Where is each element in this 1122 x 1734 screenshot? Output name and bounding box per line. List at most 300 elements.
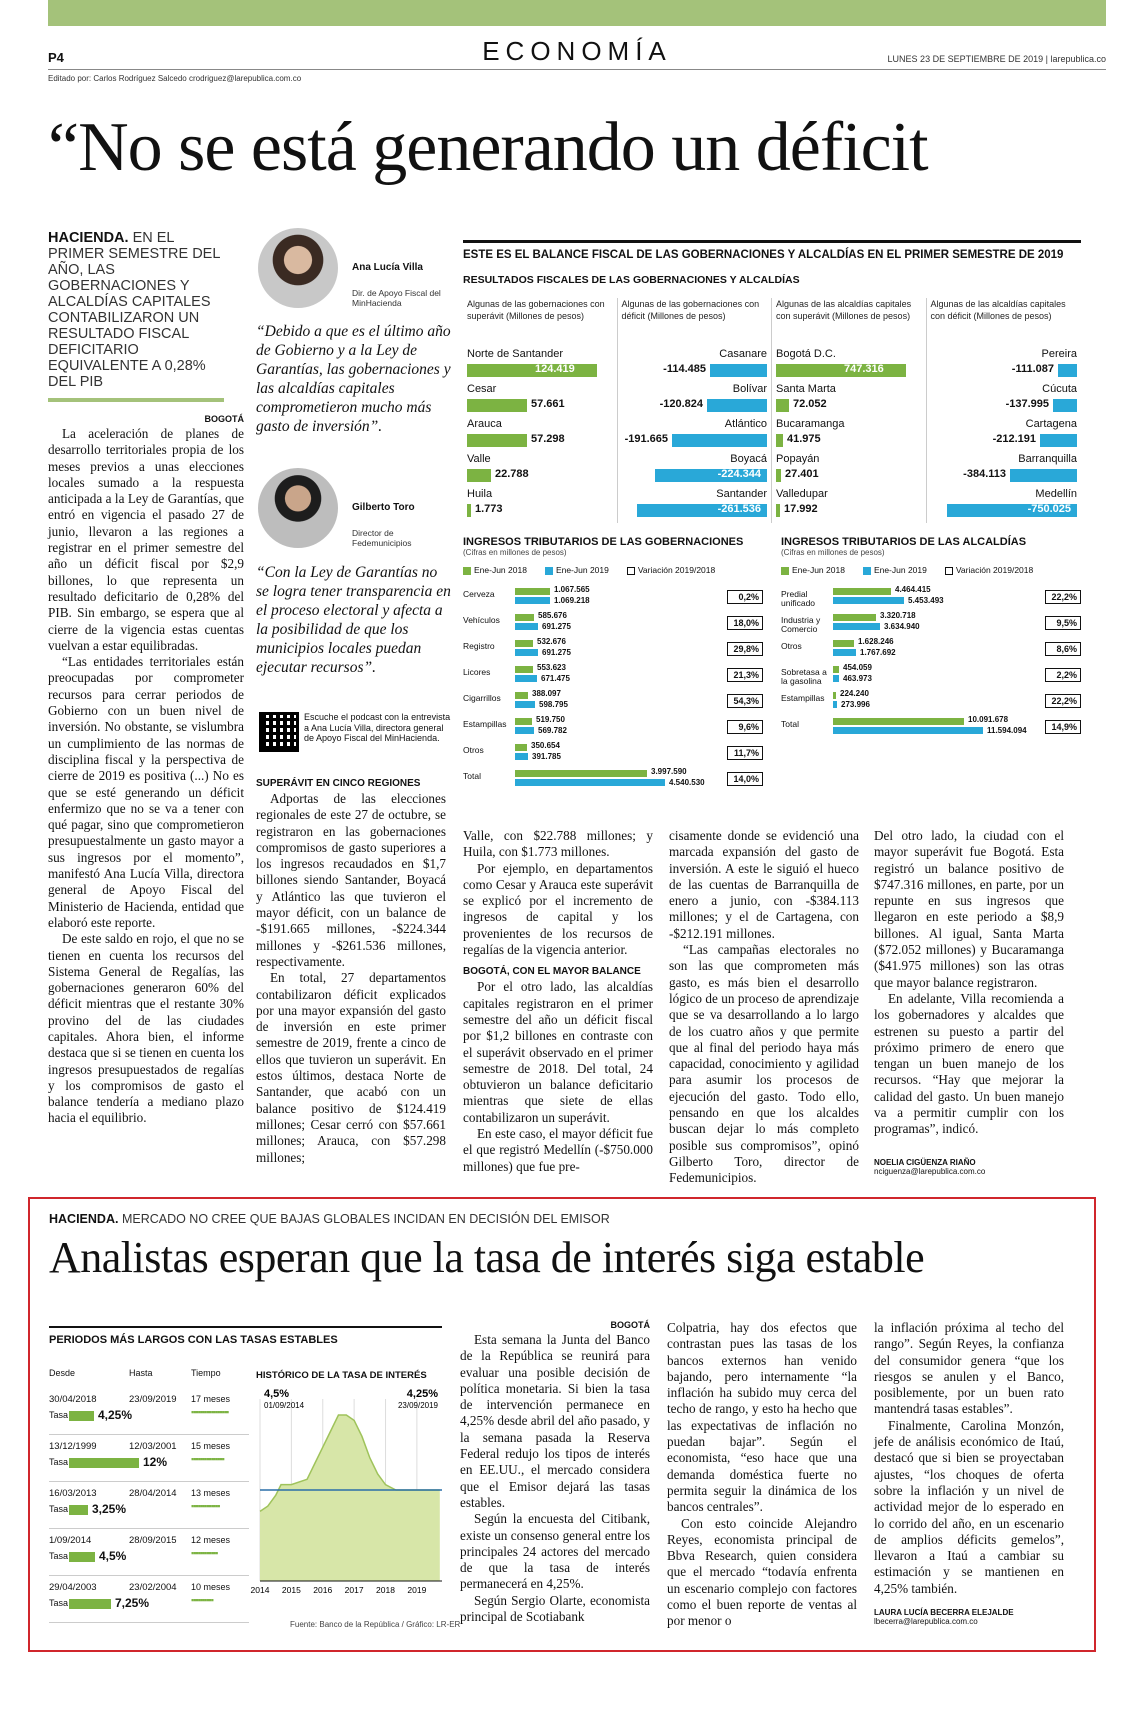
fiscal-item-name: Cartagena	[1025, 418, 1077, 430]
value-2019: 569.782	[538, 726, 567, 735]
x-tick-label: 2015	[281, 1585, 301, 1595]
revenue-label: Estampillas	[463, 719, 507, 729]
value-2019: 1.069.218	[554, 596, 590, 605]
bar-2018	[515, 770, 647, 777]
fiscal-item-name: Bogotá D.C.	[776, 348, 836, 360]
col-time: Tiempo	[191, 1368, 221, 1378]
variation-pct: 9,5%	[1045, 616, 1081, 630]
fiscal-value: -191.665	[624, 433, 668, 445]
interest-rate-history	[250, 1370, 446, 1610]
variation-pct: 54,3%	[727, 694, 763, 708]
legend-label: Ene-Jun 2018	[474, 565, 527, 575]
fiscal-bar	[776, 434, 783, 447]
fiscal-value: -137.995	[1005, 398, 1049, 410]
legend-label: Ene-Jun 2019	[555, 565, 609, 575]
fiscal-bar	[467, 469, 491, 482]
fiscal-item	[776, 453, 922, 488]
duration-dots: ▪▪▪▪▪▪▪▪▪▪	[191, 1595, 213, 1605]
bar-2018	[833, 614, 876, 621]
revenue-label: Otros	[781, 641, 802, 651]
fiscal-item	[622, 418, 768, 453]
value-2019: 691.275	[542, 648, 571, 657]
article-column-4	[669, 828, 859, 1187]
fiscal-item	[931, 348, 1078, 383]
revenue-row	[463, 663, 763, 689]
bar-2019	[515, 779, 665, 786]
rate-to: 23/09/2019	[129, 1394, 177, 1405]
variation-pct: 11,7%	[727, 746, 763, 760]
fiscal-item-name: Casanare	[719, 348, 767, 360]
section-title: ECONOMÍA	[482, 36, 672, 66]
revenue-row	[463, 637, 763, 663]
fiscal-item	[776, 418, 922, 453]
revenue-row	[463, 741, 763, 767]
fiscal-value: -261.536	[717, 503, 761, 515]
paragraph: La aceleración de planes de desarrollo territoriales propia de los meses previos a unas elecciones locales sumado a la respuesta anticipada a la Ley de Garantías, que entró en vigencia el pasado 27 de junio, llevaron a las regiones a registrar en el primer semestre del año un déficit fiscal por $2,9 billones, lo que representa un resultado deficitario de 0,28% del PIB. Sin embargo, se espera que al cierre de la vigencia estas cuentas vuelvan a estar equilibradas.	[48, 426, 244, 653]
fiscal-item	[622, 488, 768, 523]
fiscal-group	[618, 298, 773, 523]
variation-pct: 14,9%	[1045, 720, 1081, 734]
revenue-row	[781, 715, 1081, 741]
annotation-date: 01/09/2014	[264, 1401, 305, 1410]
lede-kicker: HACIENDA.	[48, 230, 129, 246]
bar-2018	[833, 640, 854, 647]
dateline: BOGOTÁ	[204, 414, 244, 424]
fiscal-item	[467, 418, 613, 453]
value-2019: 3.634.940	[884, 622, 920, 631]
fiscal-results-grid	[463, 298, 1081, 520]
annotation-value: 4,5%	[264, 1388, 290, 1400]
legend-label: Ene-Jun 2018	[792, 565, 845, 575]
rate-row	[49, 1529, 249, 1576]
rate-duration: 12 meses ▪▪▪▪▪▪▪▪▪▪▪▪	[191, 1535, 241, 1558]
legend-item	[781, 565, 845, 575]
variation-pct: 29,8%	[727, 642, 763, 656]
value-2018: 10.091.678	[968, 715, 1009, 724]
rate-value: 4,25%	[98, 1408, 133, 1422]
paragraph: Según la encuesta del Citibank, existe un consenso general entre los principales 24 actores del mercado de que la tasa de interés permanecerá en 4,25%.	[460, 1511, 650, 1592]
rate-row	[49, 1576, 249, 1623]
x-tick-label: 2019	[407, 1585, 427, 1595]
duration-dots: ▪▪▪▪▪▪▪▪▪▪▪▪▪▪▪	[191, 1454, 224, 1464]
bar-2019	[833, 649, 856, 656]
fiscal-value: -750.025	[1027, 503, 1071, 515]
duration-dots: ▪▪▪▪▪▪▪▪▪▪▪▪▪▪▪▪▪	[191, 1407, 229, 1417]
revenue-label: Sobretasa a la gasolina	[781, 667, 827, 686]
bar-2019	[833, 675, 839, 682]
rate-duration: 13 meses ▪▪▪▪▪▪▪▪▪▪▪▪▪	[191, 1488, 241, 1511]
value-2018: 1.628.246	[858, 637, 894, 646]
page-number: P4	[48, 50, 64, 65]
fiscal-item-name: Popayán	[776, 453, 820, 465]
byline-name: LAURA LUCÍA BECERRA ELEJALDE	[874, 1608, 1014, 1617]
rate-area	[260, 1415, 440, 1581]
box-column-2	[667, 1320, 857, 1630]
value-2019: 4.540.530	[669, 778, 705, 787]
bar-2018	[515, 718, 532, 725]
chart-title: INGRESOS TRIBUTARIOS DE LAS GOBERNACIONES	[463, 536, 744, 548]
legend-label: Variación 2019/2018	[955, 565, 1034, 575]
paragraph: la inflación próxima al techo del rango”. Según Reyes, la confianza del consumidor genera “que los riesgos se anulen y el Banco, posiblemente, por un buen rato mantendrá tasas estables”.	[874, 1320, 1064, 1417]
legend-label: Variación 2019/2018	[637, 565, 716, 575]
fiscal-bar	[467, 364, 597, 377]
legend-item	[863, 565, 927, 575]
fiscal-value: 124.419	[535, 363, 575, 375]
fiscal-item	[622, 348, 768, 383]
rate-row	[49, 1482, 249, 1529]
bar-2018	[833, 692, 836, 699]
value-2018: 3.320.718	[880, 611, 916, 620]
fiscal-bar	[467, 504, 471, 517]
revenue-label: Cigarrillos	[463, 693, 501, 703]
fiscal-item	[467, 348, 613, 383]
legend-swatch	[545, 567, 553, 575]
value-2018: 4.464.415	[895, 585, 931, 594]
value-2019: 691.275	[542, 622, 571, 631]
byline-email[interactable]: nciguenza@larepublica.com.co	[874, 1167, 986, 1176]
rate-to: 28/04/2014	[129, 1488, 177, 1499]
qr-code-icon[interactable]	[259, 712, 299, 752]
revenue-label: Industria y Comercio	[781, 615, 821, 634]
fiscal-bar	[672, 434, 767, 447]
duration-dots: ▪▪▪▪▪▪▪▪▪▪▪▪	[191, 1548, 218, 1558]
x-tick-label: 2017	[344, 1585, 364, 1595]
paragraph: Según Sergio Olarte, economista principal de Scotiabank	[460, 1592, 650, 1625]
legend-item	[463, 565, 527, 575]
revenue-label: Licores	[463, 667, 491, 677]
value-2019: 391.785	[532, 752, 561, 761]
fiscal-value: 17.992	[784, 503, 818, 515]
rate-from: 1/09/2014	[49, 1535, 92, 1546]
rate-bar	[69, 1411, 94, 1421]
fiscal-bar	[1040, 434, 1077, 447]
value-2019: 11.594.094	[987, 726, 1027, 735]
rate-bar	[69, 1505, 88, 1515]
rate-value: 4,5%	[99, 1549, 127, 1563]
value-2019: 273.996	[841, 700, 870, 709]
fiscal-value: 22.788	[495, 468, 529, 480]
fiscal-bar	[707, 399, 767, 412]
paragraph: cisamente donde se evidenció una marcada expansión del gasto de inversión. A este le siguió el hueco de las cuentas de Barranquilla de enero a junio, con -$384.113 millones; y el de Cartagena, con -$212.191 millones.	[669, 828, 859, 941]
revenue-row	[781, 689, 1081, 715]
annotation-date: 23/09/2019	[397, 1401, 438, 1410]
paragraph: Finalmente, Carolina Monzón, jefe de análisis económico de Itaú, destacó que si bien se proyectaban ajustes, “los choques de oferta sobre la inflación y un nivel de actividad mejor de lo esperado en lo corrido del año, en un escenario de amplios déficits gemelos”, llevaron a Itaú a cambiar su estimación y se mantienen en 4,25% también.	[874, 1417, 1064, 1596]
bar-2018	[833, 718, 964, 725]
rate-label: Tasa	[49, 1598, 69, 1608]
box-kicker-label: HACIENDA.	[49, 1212, 119, 1226]
fiscal-bar	[710, 364, 767, 377]
revenue-row	[781, 611, 1081, 637]
paragraph: Por ejemplo, en departamentos como Cesar y Arauca este superávit se explicó por el incremento de ingresos de capital y los provenientes de los recursos de regalías de la vigencia anterior.	[463, 860, 653, 958]
fiscal-value: 1.773	[475, 503, 503, 515]
fiscal-value: -111.087	[1011, 363, 1054, 375]
rate-from: 29/04/2003	[49, 1582, 97, 1593]
fiscal-bar	[776, 364, 906, 377]
fiscal-value: 41.975	[787, 433, 821, 445]
rate-row	[49, 1435, 249, 1482]
history-chart	[250, 1381, 446, 1611]
rate-to: 12/03/2001	[129, 1441, 177, 1452]
bar-2018	[515, 666, 533, 673]
rates-title: PERIODOS MÁS LARGOS CON LAS TASAS ESTABLES	[49, 1334, 338, 1346]
value-2019: 1.767.692	[860, 648, 896, 657]
rate-value: 12%	[143, 1455, 168, 1469]
rate-bar	[69, 1599, 111, 1609]
value-2018: 519.750	[536, 715, 565, 724]
value-2018: 553.623	[537, 663, 566, 672]
bar-2018	[515, 744, 527, 751]
fiscal-item-name: Cesar	[467, 383, 497, 395]
revenue-row	[463, 715, 763, 741]
byline-email[interactable]: lbecerra@larepublica.com.co	[874, 1617, 978, 1626]
fiscal-bar	[1058, 364, 1077, 377]
box-kicker-text: MERCADO NO CREE QUE BAJAS GLOBALES INCIDAN EN DECISIÓN DEL EMISOR	[121, 1212, 610, 1226]
fiscal-item-name: Arauca	[467, 418, 502, 430]
x-tick-label: 2018	[376, 1585, 395, 1595]
chart-title: INGRESOS TRIBUTARIOS DE LAS ALCALDÍAS	[781, 536, 1027, 548]
bar-2019	[833, 701, 837, 708]
main-headline: “No se está generando un déficit	[48, 109, 928, 186]
revenue-label: Registro	[463, 641, 495, 651]
bar-2018	[515, 588, 550, 595]
box-byline	[874, 1608, 1014, 1626]
avatar-ana-lucia-villa	[258, 228, 338, 308]
bar-2019	[515, 675, 537, 682]
fiscal-item-name: Valledupar	[776, 488, 828, 500]
fiscal-value: 747.316	[844, 363, 884, 375]
rate-value: 3,25%	[92, 1502, 127, 1516]
legend-item	[545, 565, 609, 575]
revenue-row	[781, 637, 1081, 663]
chart-legend	[781, 565, 1081, 575]
lede-text: EN EL PRIMER SEMESTRE DEL AÑO, LAS GOBERNACIONES Y ALCALDÍAS CAPITALES CONTABILIZARON UN RESULTADO FISCAL DEFICITARIO EQUIVALENTE A 0,28% DEL PIB	[48, 230, 220, 390]
header-date: LUNES 23 DE SEPTIEMBRE DE 2019 | larepublica.co	[887, 54, 1106, 64]
fiscal-item	[467, 488, 613, 523]
revenue-row	[463, 611, 763, 637]
revenue-row	[463, 689, 763, 715]
lede	[48, 230, 224, 402]
bar-2019	[515, 753, 528, 760]
rate-from: 16/03/2013	[49, 1488, 97, 1499]
article-column-1	[48, 414, 244, 1127]
variation-pct: 9,6%	[727, 720, 763, 734]
fiscal-group-head: Algunas de las alcaldías capitales con déficit (Millones de pesos)	[930, 299, 1066, 321]
variation-pct: 8,6%	[1045, 642, 1081, 656]
legend-item	[627, 565, 715, 575]
variation-pct: 18,0%	[727, 616, 763, 630]
variation-pct: 14,0%	[727, 772, 763, 786]
byline	[874, 1158, 985, 1176]
x-tick-label: 2016	[313, 1585, 333, 1595]
fiscal-item-name: Bolívar	[732, 383, 767, 395]
rate-duration: 10 meses ▪▪▪▪▪▪▪▪▪▪	[191, 1582, 241, 1605]
fiscal-item-name: Bucaramanga	[776, 418, 845, 430]
chart-legend	[463, 565, 763, 575]
paragraph: Con esto coincide Alejandro Reyes, economista principal de Bbva Research, quien considera que el mercado “todavía enfrenta un escenario complejo con factores como el buen reporte de ventas al por menor o	[667, 1515, 857, 1629]
value-2018: 1.067.565	[554, 585, 590, 594]
fiscal-item	[622, 383, 768, 418]
person-role: Director de Fedemunicipios	[352, 528, 412, 548]
rates-table	[49, 1368, 249, 1623]
infographic-header	[463, 240, 1081, 286]
fiscal-item-name: Boyacá	[730, 453, 767, 465]
paragraph: En este caso, el mayor déficit fue el que registró Medellín (-$750.000 millones) que fue pre-	[463, 1126, 653, 1174]
box-column-1	[460, 1320, 650, 1625]
fiscal-bar	[776, 399, 789, 412]
history-title: HISTÓRICO DE LA TASA DE INTERÉS	[256, 1370, 427, 1381]
bar-2018	[515, 692, 528, 699]
fiscal-item-name: Medellín	[1035, 488, 1077, 500]
bar-2019	[833, 623, 880, 630]
paragraph: En adelante, Villa recomienda a los gobernadores y alcaldes que estrenen su puesto a partir del próximo primero de enero que tengan un buen manejo de los recursos. “Hay que mejorar la calidad del gasto. Un buen manejo va a permitir cumplir con los programas”, indicó.	[874, 990, 1064, 1137]
article-column-3	[463, 828, 653, 1175]
rate-duration: 15 meses ▪▪▪▪▪▪▪▪▪▪▪▪▪▪▪	[191, 1441, 241, 1464]
fiscal-value: 57.661	[531, 398, 565, 410]
revenue-row	[463, 767, 763, 793]
fiscal-group	[463, 298, 618, 523]
paragraph: Adportas de las elecciones regionales de este 27 de octubre, se registraron en las gobernaciones compromisos de gasto superiores a los ingresos recaudados en $1,7 billones siendo Santander, Boyacá y Atlántico las que tuvieron el mayor déficit, con un balance de -$191.665 millones, -$224.344 millones y -$261.536 millones, respectivamente.	[256, 791, 446, 969]
bar-2018	[515, 640, 533, 647]
variation-pct: 22,2%	[1045, 694, 1081, 708]
bar-2019	[515, 597, 550, 604]
value-2018: 388.097	[532, 689, 561, 698]
fiscal-item-name: Santander	[716, 488, 767, 500]
variation-pct: 2,2%	[1045, 668, 1081, 682]
fiscal-item	[467, 383, 613, 418]
value-2019: 463.973	[843, 674, 872, 683]
bar-2019	[515, 623, 538, 630]
fiscal-value: -384.113	[963, 468, 1006, 480]
rate-duration: 17 meses ▪▪▪▪▪▪▪▪▪▪▪▪▪▪▪▪▪	[191, 1394, 241, 1417]
rate-bar	[69, 1552, 95, 1562]
value-2019: 5.453.493	[908, 596, 944, 605]
value-2018: 532.676	[537, 637, 566, 646]
revenue-label: Total	[781, 719, 799, 729]
fiscal-value: -224.344	[717, 468, 761, 480]
fiscal-bar	[776, 504, 780, 517]
fiscal-bar	[467, 399, 527, 412]
fiscal-item-name: Pereira	[1041, 348, 1077, 360]
fiscal-item	[622, 453, 768, 488]
fiscal-bar	[1053, 399, 1077, 412]
rate-label: Tasa	[49, 1410, 69, 1420]
page-header	[48, 36, 1106, 70]
person-name: Ana Lucía Villa	[352, 262, 423, 273]
fiscal-value: 27.401	[785, 468, 819, 480]
rate-value: 7,25%	[115, 1596, 150, 1610]
paragraph: Esta semana la Junta del Banco de la República se reunirá para evaluar una posible decisión de política monetaria. Si bien la tasa de intervención permanece en 4,25% desde abril del año pasado, y la semana pasada la Reserva Federal redujo los tipos de interés en EE.UU., el mercado considera que el Emisor dejará las tasas estables.	[460, 1332, 650, 1510]
fiscal-item	[467, 453, 613, 488]
fiscal-item	[931, 453, 1078, 488]
fiscal-bar	[1010, 469, 1077, 482]
paragraph: Del otro lado, la ciudad con el mayor superávit fue Bogotá. Esta registró un balance positivo de $747.316 millones, en parte, por un repunte en sus ingresos que llegaron en este periodo a $8,9 billones. Al igual, Santa Marta ($72.052 millones) y Bucaramanga ($41.975 millones) son las otras que mayor balance registraron.	[874, 828, 1064, 990]
article-column-2	[256, 778, 446, 1166]
revenue-label: Otros	[463, 745, 484, 755]
legend-swatch	[863, 567, 871, 575]
legend-swatch	[463, 567, 471, 575]
infographic-title: ESTE ES EL BALANCE FISCAL DE LAS GOBERNACIONES Y ALCALDÍAS EN EL PRIMER SEMESTRE DE 2019	[463, 240, 1081, 262]
paragraph: De este saldo en rojo, el que no se tienen en cuenta los recursos del Sistema General de Regalías, las gobernaciones generaron 60% del déficit mientras que el restante 30% provino del de las ciudades capitales. Ahora bien, el informe destaca que si se tienen en cuenta los ingresos presupuestados de regalías y los compromisos de gasto el balance tendería a mediano plazo hacia el equilibrio.	[48, 931, 244, 1126]
variation-pct: 0,2%	[727, 590, 763, 604]
paragraph: “Las entidades territoriales están preocupadas por comprometer recursos para cerrar periodos de Gobierno con un buen nivel de inversión. No obstante, se vislumbra un cumplimiento de las normas de disciplina fiscal y la perspectiva de cierre de 2019 es positiva (...) No es que se esté generando un déficit enfermizo que no se va a tener con qué pagar, sino que comprometieron presupuestalmente un gasto mayor a sus ingresos por el momento”, manifestó Ana Lucía Villa, directora general de Apoyo Fiscal del Ministerio de Hacienda, entidad que elaboró este reporte.	[48, 654, 244, 930]
variation-pct: 22,2%	[1045, 590, 1081, 604]
fiscal-item	[931, 418, 1078, 453]
pull-quote: “Con la Ley de Garantías no se logra tener transparencia en el proceso electoral y afecta a la posibilidad de que los municipios locales puedan ejecutar recursos”.	[256, 564, 451, 676]
paragraph: Colpatria, hay dos efectos que contrastan pues las tasas de los bancos externos han venido bajando, pero internamente “la inflación ha subido muy cerca del techo de rango, y esto ha hecho que las expectativas de inflación no puedan bajar”. Según el economista, “eso hace que una demanda doméstica fuerte no permita seguir la dinámica de los bancos centrales”.	[667, 1320, 857, 1515]
divider	[49, 1326, 442, 1328]
fiscal-value: 72.052	[793, 398, 827, 410]
value-2018: 3.997.590	[651, 767, 687, 776]
revenue-label: Predial unificado	[781, 589, 816, 608]
bar-2019	[515, 701, 535, 708]
fiscal-group-head: Algunas de las gobernaciones con déficit (Millones de pesos)	[621, 299, 760, 321]
value-2019: 671.475	[541, 674, 570, 683]
top-color-bar	[48, 0, 1106, 26]
box-column-3	[874, 1320, 1064, 1597]
bar-2019	[833, 727, 983, 734]
chart-source: Fuente: Banco de la República / Gráfico: LR-ER	[290, 1620, 461, 1629]
bar-2019	[833, 597, 904, 604]
value-2018: 350.654	[531, 741, 560, 750]
legend-label: Ene-Jun 2019	[873, 565, 927, 575]
fiscal-item-name: Barranquilla	[1018, 453, 1077, 465]
article-column-5	[874, 828, 1064, 1138]
rate-to: 28/09/2015	[129, 1535, 177, 1546]
box-kicker	[49, 1212, 610, 1226]
revenue-label: Vehículos	[463, 615, 500, 625]
rate-row	[49, 1388, 249, 1435]
legend-item	[945, 565, 1033, 575]
rate-from: 13/12/1999	[49, 1441, 97, 1452]
rate-label: Tasa	[49, 1504, 69, 1514]
value-2018: 585.676	[538, 611, 567, 620]
paragraph: En total, 27 departamentos contabilizaron déficit explicados por una mayor expansión del gasto de inversión en este primer semestre de 2019, frente a cinco de ellos que tuvieron un superávit. En estos últimos, destaca Norte de Santander, que acabó con un balance positivo de $124.419 millones; Cesar cerró con $57.661 millones; Arauca, con $57.298 millones;	[256, 970, 446, 1165]
person-name: Gilberto Toro	[352, 502, 415, 513]
results-title: RESULTADOS FISCALES DE LAS GOBERNACIONES Y ALCALDÍAS	[463, 274, 800, 286]
revenue-label: Total	[463, 771, 481, 781]
revenue-label: Estampillas	[781, 693, 825, 703]
fiscal-item-name: Cúcuta	[1042, 383, 1077, 395]
fiscal-item-name: Norte de Santander	[467, 348, 564, 360]
paragraph: Valle, con $22.788 millones; y Huila, con $1.773 millones.	[463, 828, 653, 860]
podcast-note: Escuche el podcast con la entrevista a Ana Lucía Villa, directora general de Apoyo Fiscal del MinHacienda.	[304, 712, 451, 743]
rate-to: 23/02/2004	[129, 1582, 177, 1593]
alc-tax-revenue-chart	[781, 536, 1081, 741]
site-name: larepublica.co	[1050, 54, 1106, 64]
legend-swatch	[627, 567, 635, 575]
person-role: Dir. de Apoyo Fiscal del MinHacienda	[352, 288, 441, 308]
fiscal-value: -212.191	[992, 433, 1036, 445]
revenue-row	[781, 663, 1081, 689]
subheading: BOGOTÁ, CON EL MAYOR BALANCE	[463, 966, 641, 978]
variation-pct: 21,3%	[727, 668, 763, 682]
bar-2019	[515, 649, 538, 656]
fiscal-item	[776, 348, 922, 383]
fiscal-item-name: Atlántico	[724, 418, 767, 430]
fiscal-value: 57.298	[531, 433, 565, 445]
rate-label: Tasa	[49, 1457, 69, 1467]
date-text: LUNES 23 DE SEPTIEMBRE DE 2019	[887, 54, 1044, 64]
bar-2019	[515, 727, 534, 734]
fiscal-item-name: Valle	[467, 453, 491, 465]
fiscal-item	[776, 488, 922, 523]
byline-name: NOELIA CIGÜENZA RIAÑO	[874, 1158, 976, 1167]
fiscal-value: -114.485	[663, 363, 706, 375]
value-2019: 598.795	[539, 700, 568, 709]
legend-swatch	[945, 567, 953, 575]
fiscal-value: -120.824	[659, 398, 703, 410]
value-2018: 224.240	[840, 689, 869, 698]
